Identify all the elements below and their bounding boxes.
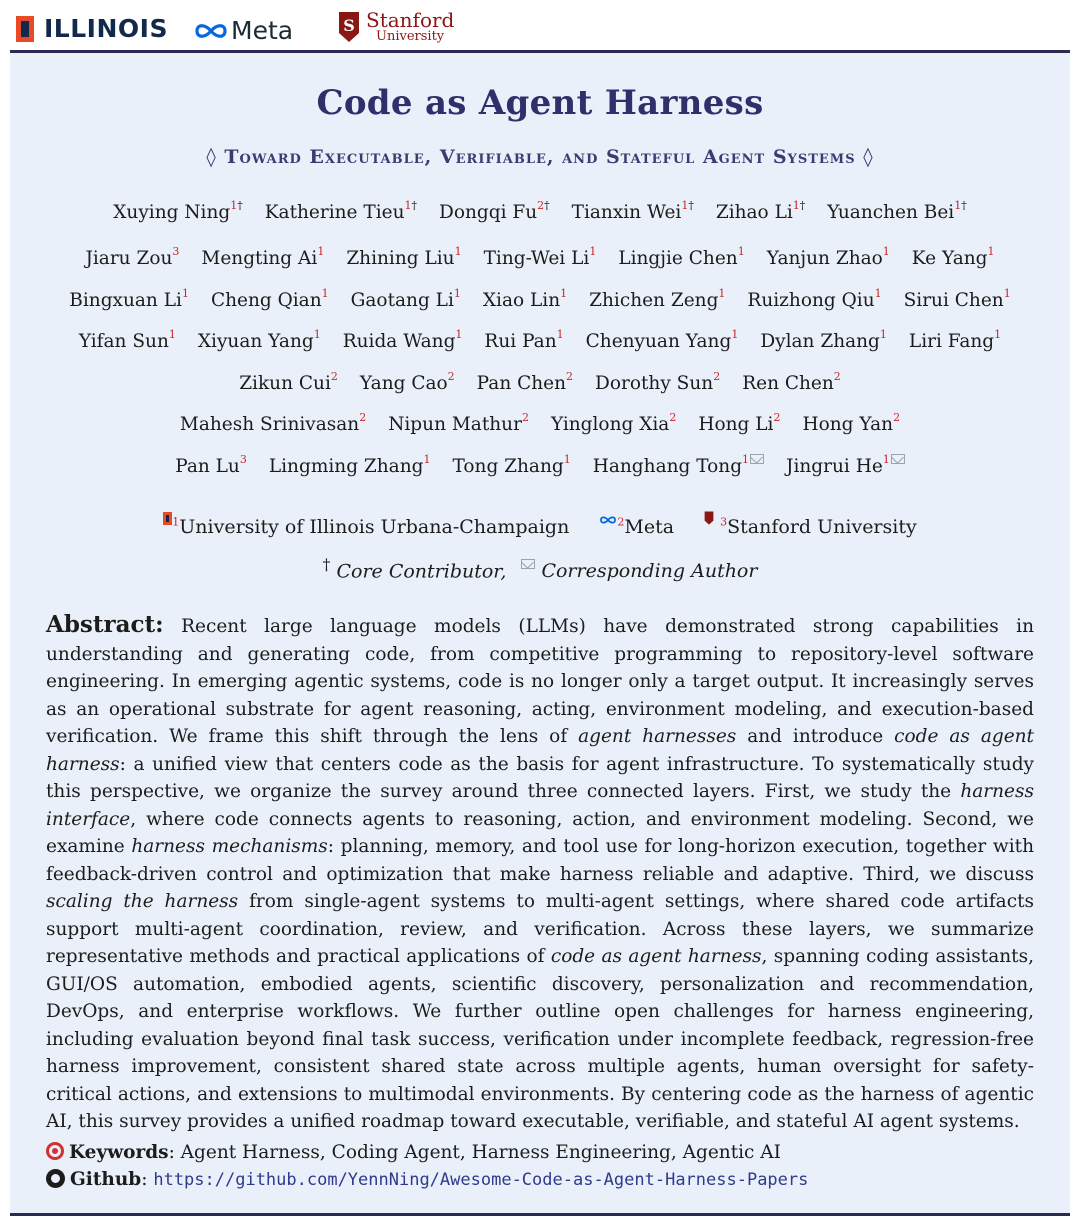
author-name: Nipun Mathur$^2$	[388, 411, 529, 436]
paper-subtitle: ◊ Toward Executable, Verifiable, and Stateful Agent Systems ◊	[206, 146, 874, 168]
author-row	[10, 413, 1070, 435]
keywords-line	[46, 1139, 781, 1166]
affiliation-meta: $^2$Meta	[599, 515, 674, 538]
author-name: Hong Li$^2$	[698, 411, 781, 436]
author-name: Mahesh Srinivasan$^2$	[179, 411, 367, 436]
author-name: Ruida Wang$^1$	[342, 328, 463, 353]
meta-infinity-icon	[599, 515, 617, 525]
author-row	[10, 201, 1070, 223]
author-name: Katherine Tieu$^{1\dagger}$	[264, 199, 417, 224]
mail-icon	[891, 454, 905, 464]
author-name: Ruizhong Qiu$^1$	[747, 287, 882, 312]
author-name: Hong Yan$^2$	[802, 411, 901, 436]
author-name: Chenyuan Yang$^1$	[585, 328, 739, 353]
stanford-logo	[338, 10, 454, 44]
author-name: Dorothy Sun$^2$	[595, 370, 721, 395]
mail-icon	[750, 454, 764, 464]
paper-title: Code as Agent Harness	[316, 83, 764, 123]
author-name: Gaotang Li$^1$	[350, 287, 461, 312]
contribution-legend	[10, 555, 1070, 582]
author-name: Hanghang Tong$^1$	[593, 455, 764, 477]
paper-header-panel	[10, 50, 1070, 1216]
author-name: Yifan Sun$^1$	[78, 328, 176, 353]
author-name: Mengting Ai$^1$	[201, 245, 325, 270]
corresponding-author-note: Corresponding Author	[520, 560, 757, 582]
author-name: Dylan Zhang$^1$	[760, 328, 887, 353]
author-name: Ke Yang$^1$	[911, 245, 995, 270]
illinois-logo	[16, 14, 168, 43]
author-name: Yanjun Zhao$^1$	[766, 245, 890, 270]
author-name: Yinglong Xia$^2$	[550, 411, 677, 436]
github-link[interactable]: https://github.com/YennNing/Awesome-Code-as-Agent-Harness-Papers	[153, 1170, 809, 1190]
affiliation-stanford: $^3$Stanford University	[704, 511, 917, 538]
author-name: Pan Chen$^2$	[476, 370, 574, 395]
author-name: Tianxin Wei$^{1\dagger}$	[571, 199, 694, 224]
keywords-label: Keywords	[69, 1142, 169, 1163]
meta-wordmark: Meta	[231, 16, 294, 45]
author-name: Ren Chen$^2$	[742, 370, 841, 395]
svg-text:S: S	[343, 16, 355, 35]
github-line: Github: https://github.com/YennNing/Awesome-Code-as-Agent-Harness-Papers	[46, 1166, 808, 1194]
author-name: Rui Pan$^1$	[484, 328, 564, 353]
github-icon	[46, 1169, 65, 1188]
author-row	[10, 289, 1070, 311]
author-name: Zikun Cui$^2$	[239, 370, 338, 395]
keywords-value: : Agent Harness, Coding Agent, Harness Engineering, Agentic AI	[168, 1142, 781, 1163]
author-name: Yang Cao$^2$	[359, 370, 455, 395]
author-row	[10, 330, 1070, 352]
abstract-label: Abstract:	[46, 611, 164, 638]
github-label: Github	[70, 1169, 142, 1190]
author-name: Jiaru Zou$^3$	[85, 245, 180, 270]
author-name: Dongqi $Fu^{2\dagger}$	[439, 199, 550, 224]
illinois-block-i-icon	[163, 512, 172, 525]
target-icon	[46, 1142, 64, 1160]
mail-icon	[521, 559, 535, 569]
core-contributor-note: † Core Contributor,	[322, 555, 507, 583]
stanford-tree-icon	[704, 511, 714, 525]
meta-infinity-icon	[194, 21, 228, 41]
stanford-university-wordmark: University	[376, 29, 445, 44]
meta-logo	[194, 16, 293, 45]
author-name: Jingrui He$^1$	[786, 455, 905, 477]
author-row	[10, 247, 1070, 269]
author-name: Bingxuan Li$^1$	[69, 287, 189, 312]
author-name: Zhichen Zeng$^1$	[589, 287, 726, 312]
author-name: Ting-Wei Li$^1$	[483, 245, 597, 270]
stanford-tree-icon	[338, 11, 360, 43]
author-row	[10, 372, 1070, 394]
affiliation-illinois: $^1$University of Illinois Urbana-Champaign	[163, 512, 569, 538]
affiliations	[10, 511, 1070, 538]
author-name: Zihao $Li^{1\dagger}$	[715, 199, 806, 224]
abstract	[46, 611, 1034, 1136]
author-name: Zhining Liu$^1$	[346, 245, 462, 270]
author-name: Liri Fang$^1$	[908, 328, 1002, 353]
author-name: Sirui Chen$^1$	[903, 287, 1011, 312]
author-name: Lingjie Chen$^1$	[618, 245, 745, 270]
author-name: Xiyuan Yang$^1$	[197, 328, 321, 353]
abstract-text: Recent large language models (LLMs) have demonstrated strong capabilities in understanding and generating code, from competitive programming to repository-level software engineering. In emerging agentic systems, code is no longer only a target output. It increasingly serves as an operational substrate for agent reasoning, acting, environment modeling, and execution-based verification. We frame this shift through the lens of agent harnesses and introduce code as agent harness: a unified view that centers code as the basis for agent infrastructure. To systematically study this perspective, we organize the survey around three connected layers. First, we study the harness interface, where code connects agents to reasoning, action, and environment modeling. Second, we examine harness mechanisms: planning, memory, and tool use for long-horizon execution, together with feedback-driven control and optimization that make harness reliable and adaptive. Third, we discuss scaling the harness from single-agent systems to multi-agent settings, where shared code artifacts support multi-agent coordination, review, and verification. Across these layers, we summarize representative methods and practical applications of code as agent harness, spanning coding assistants, GUI/OS automation, embodied agents, scientific discovery, personalization and recommendation, DevOps, and enterprise workflows. We further outline open challenges for harness engineering, including evaluation beyond final task success, verification under incomplete feedback, regression-free harness improvement, consistent shared state across multiple agents, human oversight for safety-critical actions, and extensions to multimodal environments. By centering code as the harness of agentic AI, this survey provides a unified roadmap toward executable, verifiable, and stateful AI agent systems.	[46, 616, 1034, 1132]
author-name: Pan Lu$^3$	[175, 453, 247, 478]
author-name: Cheng Qian$^1$	[210, 287, 329, 312]
logo-bar	[0, 0, 1080, 50]
author-name: Yuanchen Bei$^{1\dagger}$	[827, 199, 967, 224]
stanford-wordmark: Stanford	[366, 8, 455, 32]
author-name: Xiao Lin$^1$	[482, 287, 568, 312]
author-name: Xuying Ning$^{1\dagger}$	[113, 199, 243, 224]
author-name: Tong Zhang$^1$	[452, 453, 571, 478]
author-row	[10, 455, 1070, 477]
illinois-wordmark: ILLINOIS	[44, 14, 168, 43]
author-name: Lingming Zhang$^1$	[268, 453, 431, 478]
illinois-block-i-icon	[16, 16, 34, 42]
